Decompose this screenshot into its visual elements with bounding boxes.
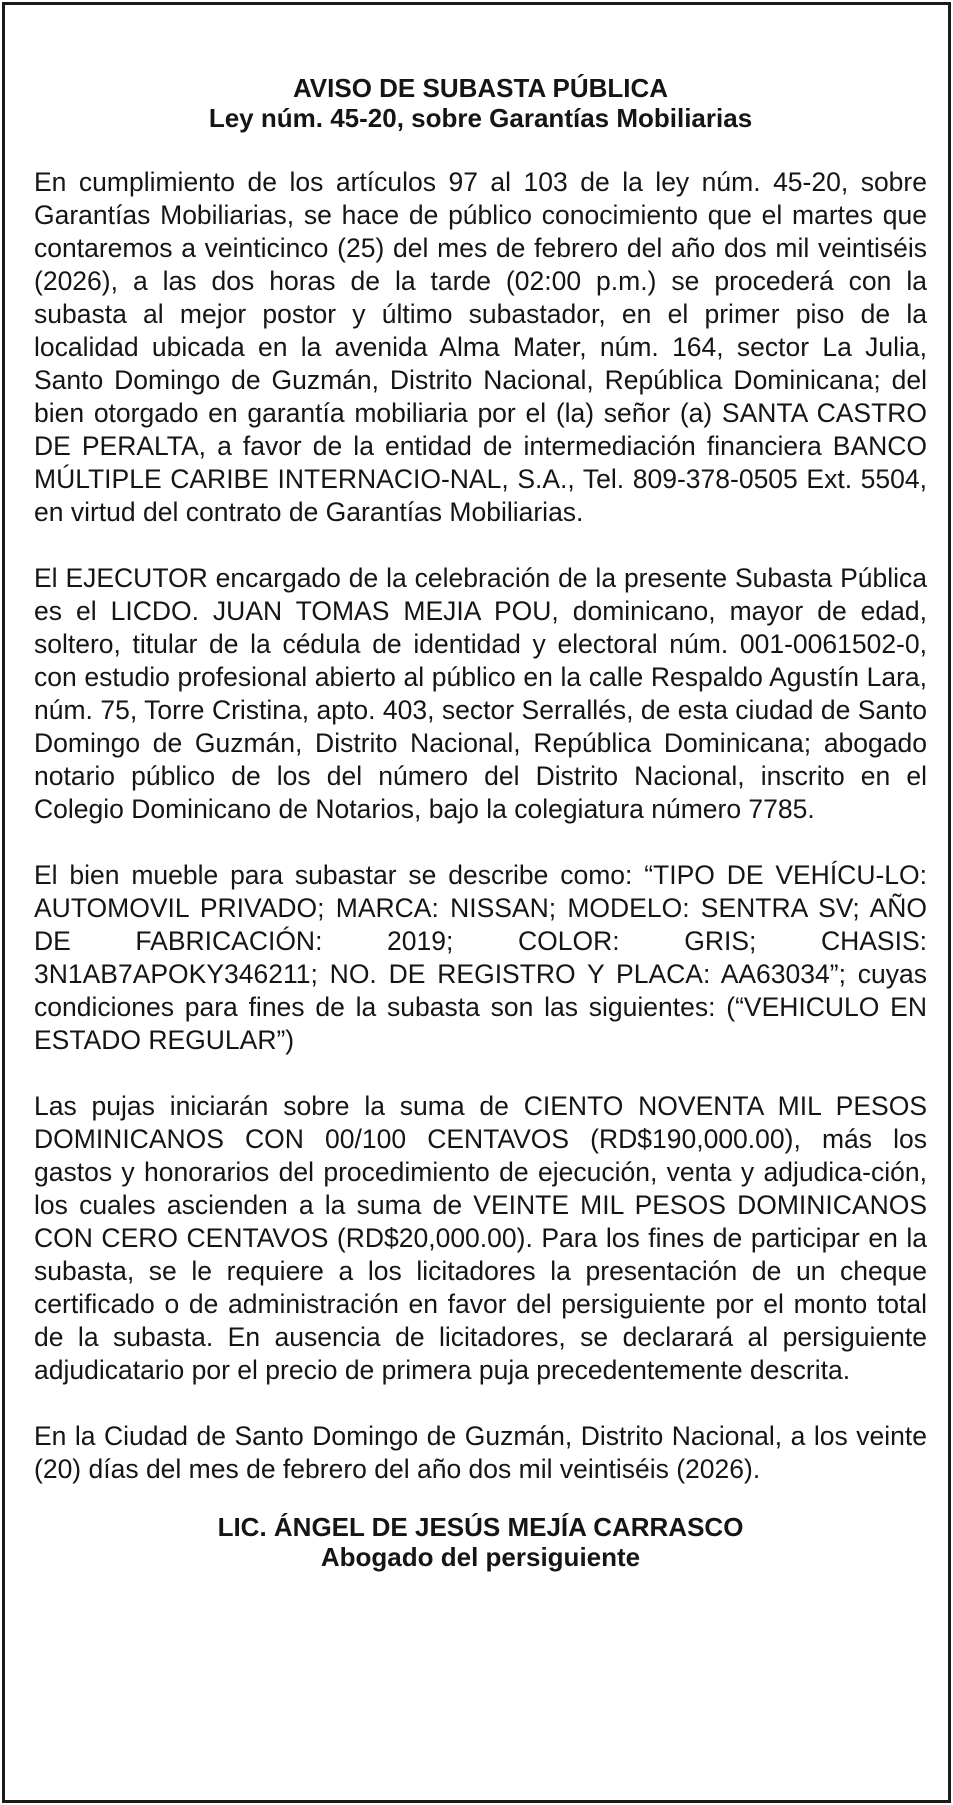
- notice-title: AVISO DE SUBASTA PÚBLICA: [292, 73, 669, 103]
- signature-name: LIC. ÁNGEL DE JESÚS MEJÍA CARRASCO: [217, 1512, 744, 1542]
- notice-frame: [2, 2, 951, 1803]
- notice-subtitle: Ley núm. 45-20, sobre Garantías Mobiliarias: [208, 103, 753, 133]
- paragraph-place-date: En la Ciudad de Santo Domingo de Guzmán, Distrito Nacional, a los veinte (20) días del mes de febrero del año dos mil veintiséis (2026).: [34, 1421, 927, 1484]
- paragraph-vehicle-description: El bien mueble para subastar se describe como: “TIPO DE VEHÍCU-LO: AUTOMOVIL PRIVADO; MARCA: NISSAN; MODELO: SENTRA SV; AÑO DE FABRICACIÓN: 2019; COLOR: GRIS; CHASIS: 3N1AB7APOKY346211; NO. DE REGISTRO Y PLACA: AA63034”; cuyas condiciones para fines de la subasta son las siguientes: (“VEHICULO EN ESTADO REGULAR”): [34, 860, 927, 1055]
- notice-content: [34, 73, 927, 1572]
- paragraph-bidding-terms: Las pujas iniciarán sobre la suma de CIENTO NOVENTA MIL PESOS DOMINICANOS CON 00/100 CENTAVOS (RD$190,000.00), más los gastos y honorarios del procedimiento de ejecución, venta y adjudica-ción, los cuales ascienden a la suma de VEINTE MIL PESOS DOMINICANOS CON CERO CENTAVOS (RD$20,000.00). Para los fines de participar en la subasta, se le requiere a los licitadores la presentación de un cheque certificado o de administración en favor del persiguiente por el monto total de la subasta. En ausencia de licitadores, se declarará al persiguiente adjudicatario por el precio de primera puja precedentemente descrita.: [34, 1091, 927, 1385]
- signature-role: Abogado del persiguiente: [320, 1542, 641, 1572]
- paragraph-announcement: En cumplimiento de los artículos 97 al 103 de la ley núm. 45-20, sobre Garantías Mobiliarias, se hace de público conocimiento que el martes que contaremos a veinticinco (25) del mes de febrero del año dos mil veintiséis (2026), a las dos horas de la tarde (02:00 p.m.) se procederá con la subasta al mejor postor y último subastador, en el primer piso de la localidad ubicada en la avenida Alma Mater, núm. 164, sector La Julia, Santo Domingo de Guzmán, Distrito Nacional, República Dominicana; del bien otorgado en garantía mobiliaria por el (la) señor (a) SANTA CASTRO DE PERALTA, a favor de la entidad de intermediación financiera BANCO MÚLTIPLE CARIBE INTERNACIO-NAL, S.A., Tel. 809-378-0505 Ext. 5504, en virtud del contrato de Garantías Mobiliarias.: [34, 167, 927, 527]
- signature-block: [34, 1512, 927, 1572]
- paragraph-executor: El EJECUTOR encargado de la celebración de la presente Subasta Pública es el LICDO. JUAN TOMAS MEJIA POU, dominicano, mayor de edad, soltero, titular de la cédula de identidad y electoral núm. 001-0061502-0, con estudio profesional abierto al público en la calle Respaldo Agustín Lara, núm. 75, Torre Cristina, apto. 403, sector Serrallés, de esta ciudad de Santo Domingo de Guzmán, Distrito Nacional, República Dominicana; abogado notario público de los del número del Distrito Nacional, inscrito en el Colegio Dominicano de Notarios, bajo la colegiatura número 7785.: [34, 563, 927, 824]
